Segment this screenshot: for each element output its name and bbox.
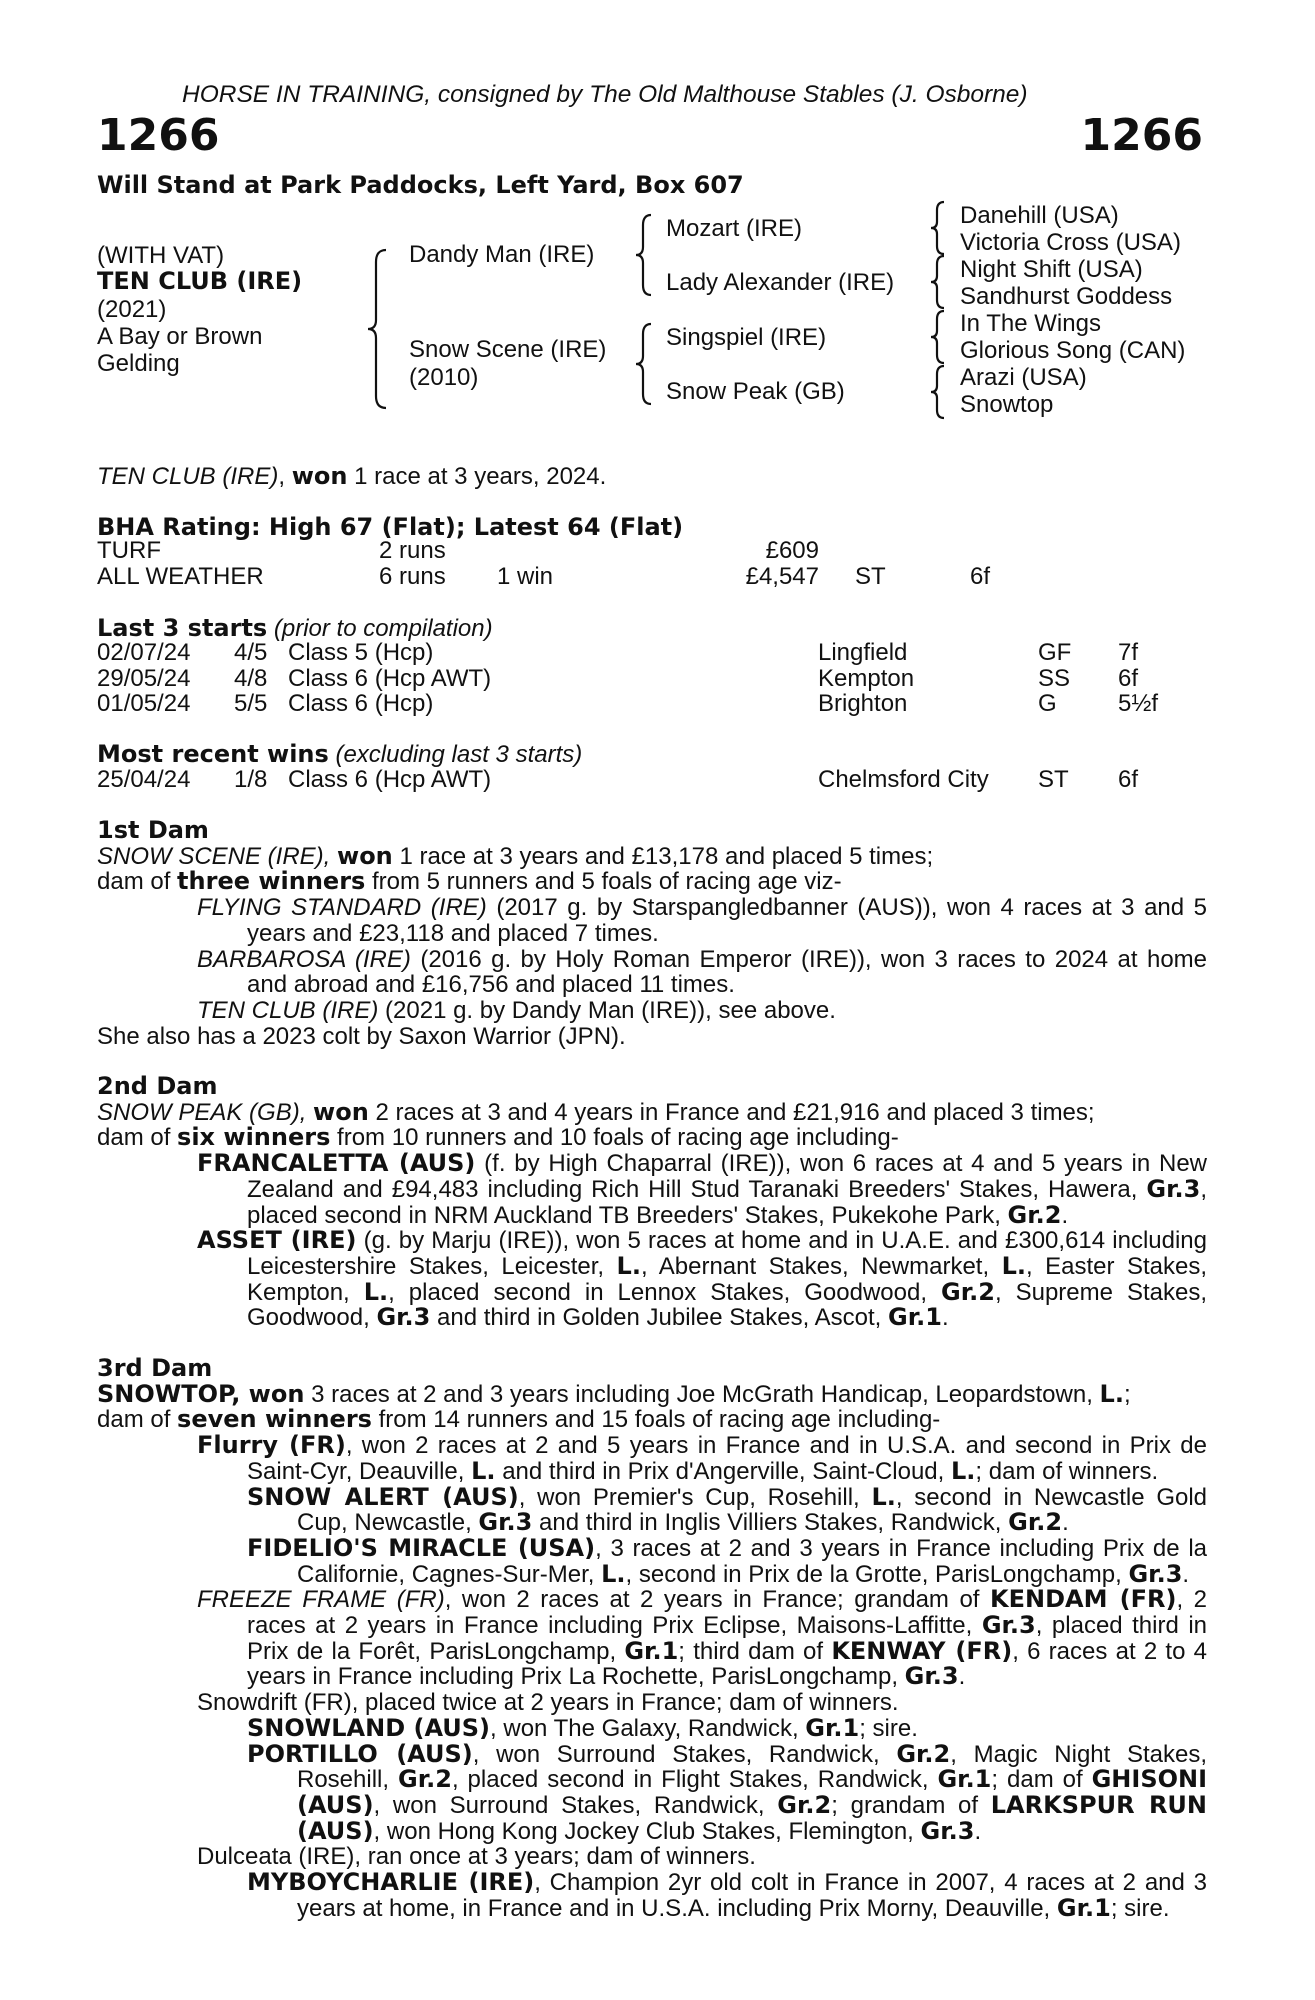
stable-location: Will Stand at Park Paddocks, Left Yard, Box 607 — [97, 171, 744, 199]
first-dam-also: She also has a 2023 colt by Saxon Warrior (JPN). — [97, 1022, 626, 1050]
summary-horse-name: TEN CLUB (IRE) — [97, 463, 279, 490]
third-dam-grand-fidelio: FIDELIO'S MIRACLE (USA), 3 races at 2 and 3 years in France including Prix de la Californie, Cagnes-Sur-Mer, L., second in Prix de la Grotte, ParisLongchamp, Gr.3. — [247, 1533, 1207, 1588]
second-dam-section — [97, 1074, 1207, 1331]
rating-prize: £609 — [765, 537, 819, 564]
start-class: Class 5 (Hcp) — [288, 639, 434, 666]
horse-sex: Gelding — [97, 350, 180, 377]
start-class: Class 6 (Hcp AWT) — [288, 665, 492, 692]
pedigree-dam: Snow Scene (IRE) — [409, 336, 607, 363]
pedigree-brace-gg4 — [929, 364, 947, 420]
recent-wins-note: (excluding last 3 starts) — [335, 741, 583, 768]
first-dam-title: 1st Dam — [97, 816, 209, 844]
first-dam-progeny-1: FLYING STANDARD (IRE) (2017 g. by Starspangledbanner (AUS)), won 4 races at 3 and 5 years and £23,118 and placed 7 times. — [197, 894, 1207, 947]
horse-colour: A Bay or Brown — [97, 323, 263, 350]
start-date: 02/07/24 — [97, 639, 191, 666]
third-dam-grand-snow-alert: SNOW ALERT (AUS), won Premier's Cup, Rosehill, L., second in Newcastle Gold Cup, Newcastle, Gr.3 and third in Inglis Villiers Stakes, Randwick, Gr.2. — [247, 1482, 1208, 1537]
pedigree-sire-dam: Lady Alexander (IRE) — [666, 269, 895, 296]
second-dam-line1: SNOW PEAK (GB), won 2 races at 3 and 4 years in France and £21,916 and placed 3 times; — [97, 1097, 1095, 1126]
third-dam-grand-portillo: PORTILLO (AUS), won Surround Stakes, Randwick, Gr.2, Magic Night Stakes, Rosehill, Gr.2, placed second in Flight Stakes, Randwick, Gr.1; dam of GHISONI (AUS), won Surround Stakes, Randwick, Gr.2; grandam of LARKSPUR RUN (AUS), won Hong Kong Jockey Club Stakes, Flemington, Gr.3. — [247, 1739, 1208, 1845]
start-position: 5/5 — [234, 690, 268, 717]
win-course: Chelmsford City — [818, 766, 989, 793]
third-dam-grand-snowland: SNOWLAND (AUS), won The Galaxy, Randwick, Gr.1; sire. — [247, 1713, 918, 1742]
win-position: 1/8 — [234, 766, 268, 793]
pedigree-dam-sire: Singspiel (IRE) — [666, 324, 827, 351]
win-class: Class 6 (Hcp AWT) — [288, 766, 492, 793]
start-distance: 7f — [1118, 639, 1139, 666]
first-dam-line2: dam of three winners from 5 runners and 5 foals of racing age viz- — [97, 867, 842, 896]
last-starts-note: (prior to compilation) — [273, 615, 493, 642]
rating-runs: 6 runs — [379, 563, 446, 590]
start-distance: 5½f — [1118, 690, 1159, 717]
pedigree-brace-sire — [634, 213, 654, 297]
pedigree-sire: Dandy Man (IRE) — [409, 241, 595, 268]
lot-number-left: 1266 — [97, 110, 220, 161]
start-position: 4/8 — [234, 665, 268, 692]
second-dam-line2: dam of six winners from 10 runners and 10 foals of racing age including- — [97, 1123, 899, 1152]
win-going: ST — [1038, 766, 1069, 793]
start-going: G — [1038, 690, 1057, 717]
rating-wins: 1 win — [497, 563, 554, 590]
third-dam-line2: dam of seven winners from 14 runners and 15 foals of racing age including- — [97, 1405, 941, 1434]
pedigree-brace-gg1 — [929, 200, 947, 256]
third-dam-progeny-flurry: Flurry (FR), won 2 races at 2 and 5 years in France and in U.S.A. and second in Prix de Saint-Cyr, Deauville, L. and third in Prix d'Angerville, Saint-Cloud, L.; dam of winners. — [197, 1431, 1207, 1485]
start-course: Brighton — [818, 690, 908, 717]
third-dam-progeny-snowdrift: Snowdrift (FR), placed twice at 2 years in France; dam of winners. — [197, 1689, 899, 1717]
start-going: GF — [1038, 639, 1072, 666]
third-dam-progeny-dulceata: Dulceata (IRE), ran once at 3 years; dam of winners. — [197, 1843, 756, 1871]
first-dam-section — [97, 818, 1207, 1049]
pedigree-gg-5: In The Wings — [960, 310, 1101, 337]
third-dam-section — [97, 1356, 1207, 1921]
lot-number-right: 1266 — [1080, 110, 1203, 161]
start-class: Class 6 (Hcp) — [288, 690, 434, 717]
horse-year: (2021) — [97, 296, 167, 323]
bha-rating-title: BHA Rating: High 67 (Flat); Latest 64 (Flat) — [97, 513, 684, 541]
pedigree-brace-dam — [634, 322, 654, 406]
summary-won: won — [291, 462, 348, 490]
pedigree-dam-dam: Snow Peak (GB) — [666, 378, 845, 405]
rating-surface: ALL WEATHER — [97, 563, 264, 590]
pedigree-gg-1: Danehill (USA) — [960, 202, 1119, 229]
second-dam-title: 2nd Dam — [97, 1072, 218, 1100]
first-dam-line1: SNOW SCENE (IRE), won 1 race at 3 years and £13,178 and placed 5 times; — [97, 841, 934, 870]
last-starts-heading — [97, 615, 493, 642]
pedigree-gg-7: Arazi (USA) — [960, 364, 1087, 391]
pedigree-gg-3: Night Shift (USA) — [960, 256, 1143, 283]
pedigree-gg-2: Victoria Cross (USA) — [960, 229, 1181, 256]
pedigree-gg-4: Sandhurst Goddess — [960, 283, 1173, 310]
third-dam-line1: SNOWTOP, won 3 races at 2 and 3 years including Joe McGrath Handicap, Leopardstown, L.; — [97, 1379, 1131, 1408]
start-date: 01/05/24 — [97, 690, 191, 717]
rating-runs: 2 runs — [379, 537, 446, 564]
rating-prize: £4,547 — [745, 563, 819, 590]
consignment-line: HORSE IN TRAINING, consigned by The Old Malthouse Stables (J. Osborne) — [182, 81, 1028, 108]
race-summary: TEN CLUB (IRE), won 1 race at 3 years, 2024. — [97, 462, 607, 490]
start-course: Kempton — [818, 665, 915, 692]
third-dam-title: 3rd Dam — [97, 1354, 213, 1382]
win-distance: 6f — [1118, 766, 1139, 793]
last-starts-title: Last 3 starts — [97, 614, 268, 642]
first-dam-progeny-2: BARBAROSA (IRE) (2016 g. by Holy Roman Emperor (IRE)), won 3 races to 2024 at home and abroad and £16,756 and placed 11 times. — [197, 945, 1208, 999]
start-going: SS — [1038, 665, 1071, 692]
rating-surface: TURF — [97, 537, 161, 564]
recent-wins-title: Most recent wins — [97, 740, 329, 768]
second-dam-progeny-1: FRANCALETTA (AUS) (f. by High Chaparral (IRE)), won 6 races at 4 and 5 years in New Zealand and £94,483 including Rich Hill Stud Taranaki Breeders' Stakes, Hawera, Gr.3, placed second in NRM Auckland TB Breeders' Stakes, Pukekohe Park, Gr.2. — [197, 1149, 1207, 1229]
rating-going: ST — [855, 563, 886, 590]
vat-label: (WITH VAT) — [97, 242, 225, 269]
summary-rest: 1 race at 3 years, 2024. — [354, 463, 607, 490]
win-date: 25/04/24 — [97, 766, 191, 793]
pedigree-brace-gg2 — [929, 254, 947, 310]
pedigree-brace-gg3 — [929, 309, 947, 365]
pedigree-gg-6: Glorious Song (CAN) — [960, 337, 1186, 364]
start-position: 4/5 — [234, 639, 268, 666]
start-date: 29/05/24 — [97, 665, 191, 692]
start-course: Lingfield — [818, 639, 908, 666]
horse-name: TEN CLUB (IRE) — [97, 267, 303, 295]
second-dam-progeny-2: ASSET (IRE) (g. by Marju (IRE)), won 5 races at home and in U.A.E. and £300,614 including Leicestershire Stakes, Leicester, L., Abernant Stakes, Newmarket, L., Easter Stakes, Kempton, L., placed second in Lennox Stakes, Goodwood, Gr.2, Supreme Stakes, Goodwood, Gr.3 and third in Golden Jubilee Stakes, Ascot, Gr.1. — [197, 1226, 1208, 1332]
rating-distance: 6f — [970, 563, 991, 590]
third-dam-grand-myboycharlie: MYBOYCHARLIE (IRE), Champion 2yr old colt in France in 2007, 4 races at 2 and 3 years at home, in France and in U.S.A. including Prix Morny, Deauville, Gr.1; sire. — [247, 1868, 1207, 1922]
pedigree-dam-year: (2010) — [409, 364, 479, 391]
pedigree-brace-main — [366, 248, 390, 410]
pedigree-sire-sire: Mozart (IRE) — [666, 215, 803, 242]
start-distance: 6f — [1118, 665, 1139, 692]
first-dam-progeny-3: TEN CLUB (IRE) (2021 g. by Dandy Man (IRE)), see above. — [197, 996, 836, 1024]
pedigree-gg-8: Snowtop — [960, 391, 1054, 418]
recent-wins-heading — [97, 741, 582, 768]
third-dam-progeny-freeze-frame: FREEZE FRAME (FR), won 2 races at 2 years in France; grandam of KENDAM (FR), 2 races at 2 years in France including Prix Eclipse, Maisons-Laffitte, Gr.3, placed third in Prix de la Forêt, ParisLongchamp, Gr.1; third dam of KENWAY (FR), 6 races at 2 to 4 years in France including Prix La Rochette, ParisLongchamp, Gr.3. — [197, 1585, 1208, 1691]
